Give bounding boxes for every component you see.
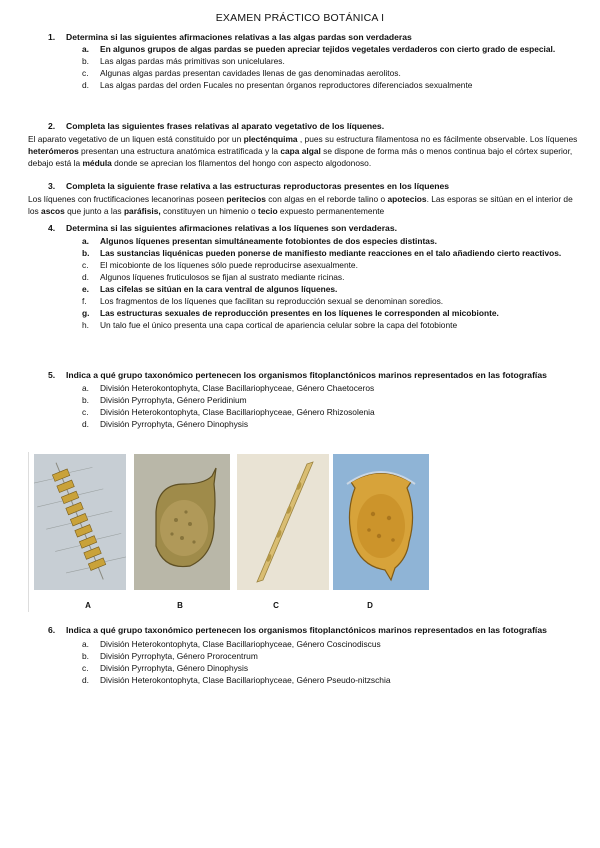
photo-strip <box>34 454 434 614</box>
question-text: Completa la siguiente frase relativa a las estructuras reproductoras presentes en los líquenes <box>66 181 450 191</box>
option-item: a. Algunos líquenes presentan simultáneamente fotobiontes de dos especies distintas. <box>82 236 437 246</box>
question-1-options <box>82 43 584 91</box>
option-item: f. Los fragmentos de los líquenes que facilitan su reproducción sexual se denominan soredios. <box>82 296 444 306</box>
photo-label-d: D <box>367 601 373 610</box>
option-item: c. El micobionte de los líquenes sólo puede reproducirse asexualmente. <box>82 260 358 270</box>
option-item: d. División Heterokontophyta, Clase Bacillariophyceae, Género Pseudo-nitzschia <box>82 675 391 685</box>
question-4-options <box>82 235 584 331</box>
question-4 <box>48 222 582 234</box>
option-item: b. División Pyrrophyta, Género Peridinium <box>82 395 247 405</box>
question-3-answer: Los líquenes con fructificaciones lecanorinas poseen peritecios con algas en el reborde talino o apotecios. Las esporas se sitúan en el interior de los ascos que junto a las paráfisis, constituyen un himenio o tecio expuesto permanentemente <box>28 194 573 216</box>
option-item: g. Las estructuras sexuales de reproducción presentes en los líquenes le corresponden al micobionte. <box>82 308 499 318</box>
photo-label-c: C <box>273 601 279 610</box>
photo-frame-line <box>28 452 29 612</box>
question-number: 3. <box>48 181 56 191</box>
question-text: Determina si las siguientes afirmaciones relativas a los líquenes son verdaderas. <box>66 223 398 233</box>
question-text: Indica a qué grupo taxonómico pertenecen los organismos fitoplanctónicos marinos representados en las fotografías <box>66 625 547 635</box>
question-2-answer: El aparato vegetativo de un liquen está constituido por un plecténquima , pues su estructura filamentosa no es fácilmente observable. Los líquenes heterómeros presentan una estructura anatómica estratificada y la capa algal se dispone de forma más o menos continua bajo el córtex superior, debajo está la médula donde se aprecian los filamentos del hongo con aspecto algodonoso. <box>28 134 578 168</box>
option-item: b. Las sustancias liquénicas pueden ponerse de manifiesto mediante reacciones en el talo añadiendo cierto reactivos. <box>82 248 562 258</box>
question-number: 6. <box>48 625 56 635</box>
question-number: 1. <box>48 32 56 42</box>
option-item: d. Algunos líquenes fruticulosos se fijan al sustrato mediante ricinas. <box>82 272 345 282</box>
page-title: EXAMEN PRÁCTICO BOTÁNICA I <box>215 12 385 24</box>
question-3 <box>48 180 582 192</box>
question-number: 5. <box>48 370 56 380</box>
question-5 <box>48 369 582 381</box>
option-item: c. Algunas algas pardas presentan cavidades llenas de gas denominadas aerolitos. <box>82 68 401 78</box>
option-item: a. División Heterokontophyta, Clase Bacillariophyceae, Género Coscinodiscus <box>82 639 381 649</box>
photo-d <box>333 454 429 590</box>
option-item: e. Las cifelas se sitúan en la cara ventral de algunos líquenes. <box>82 284 338 294</box>
photo-a <box>34 454 126 590</box>
question-text: Indica a qué grupo taxonómico pertenecen los organismos fitoplanctónicos marinos representados en las fotografías <box>66 370 547 380</box>
option-item: a. División Heterokontophyta, Clase Bacillariophyceae, Género Chaetoceros <box>82 383 375 393</box>
question-1 <box>48 31 582 43</box>
question-number: 4. <box>48 223 56 233</box>
option-item: a. En algunos grupos de algas pardas se pueden apreciar tejidos vegetales verdaderos con cierto grado de especial. <box>82 44 556 54</box>
option-item: b. Las algas pardas más primitivas son unicelulares. <box>82 56 285 66</box>
option-item: b. División Pyrrophyta, Género Prorocentrum <box>82 651 258 661</box>
option-item: c. División Pyrrophyta, Género Dinophysis <box>82 663 249 673</box>
photo-label-b: B <box>177 601 183 610</box>
question-6 <box>48 624 582 636</box>
question-6-options <box>82 638 584 686</box>
question-5-options <box>82 382 584 430</box>
option-item: c. División Heterokontophyta, Clase Bacillariophyceae, Género Rhizosolenia <box>82 407 375 417</box>
question-text: Completa las siguientes frases relativas al aparato vegetativo de los líquenes. <box>66 121 385 131</box>
option-item: d. Las algas pardas del orden Fucales no presentan órganos reproductores diferenciados sexualmente <box>82 80 473 90</box>
option-item: h. Un talo fue el único presenta una capa cortical de apariencia celular sobre la capa del fotobionte <box>82 320 458 330</box>
photo-c <box>237 454 329 590</box>
question-number: 2. <box>48 121 56 131</box>
photo-b <box>134 454 230 590</box>
option-item: d. División Pyrrophyta, Género Dinophysis <box>82 419 249 429</box>
question-text: Determina si las siguientes afirmaciones relativas a las algas pardas son verdaderas <box>66 32 412 42</box>
photo-label-a: A <box>85 601 91 610</box>
question-2 <box>48 120 582 132</box>
